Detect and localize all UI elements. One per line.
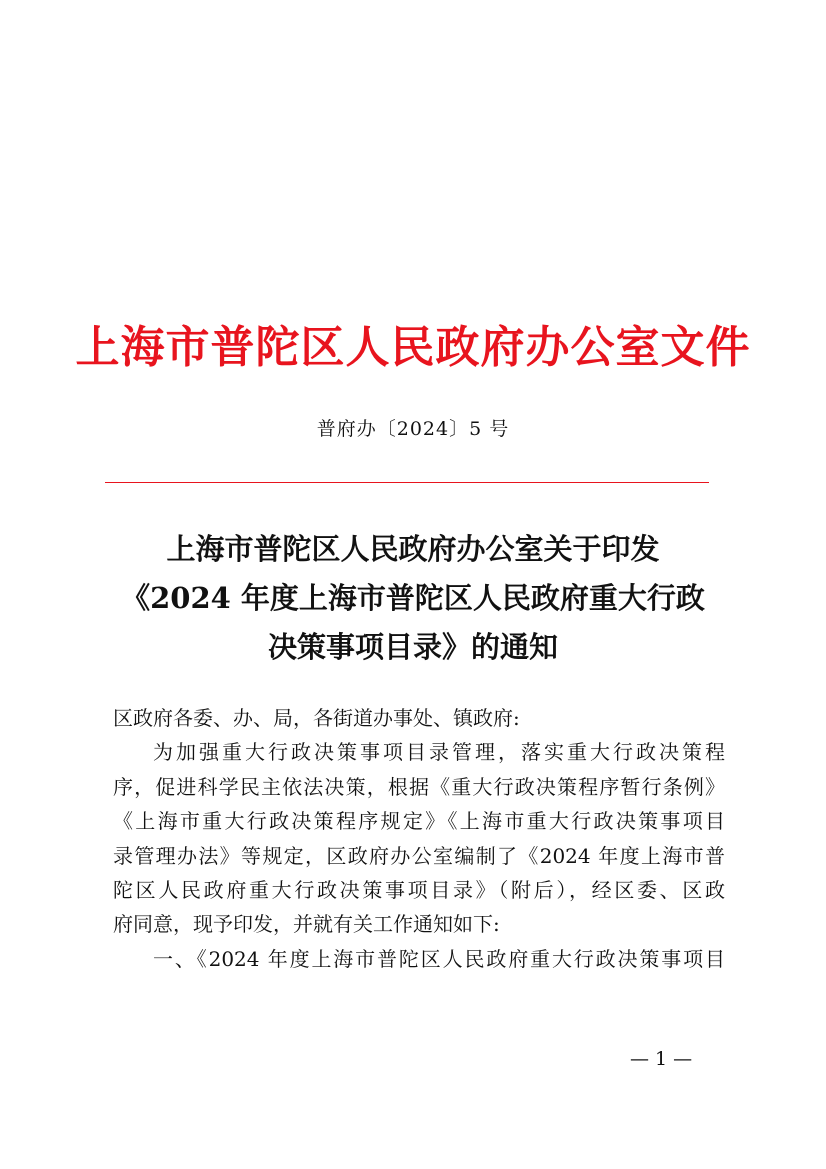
document-body [113, 701, 725, 976]
body-line: 为加强重大行政决策事项目录管理，落实重大行政决策程 [153, 740, 725, 765]
title-line: 《2024 年度上海市普陀区人民政府重大行政 [121, 581, 705, 615]
issuer-header-title: 上海市普陀区人民政府办公室文件 [75, 322, 751, 373]
salutation: 区政府各委、办、局，各街道办事处、镇政府: [113, 706, 520, 730]
body-line: 陀区人民政府重大行政决策事项目录》（附后），经区委、区政 [113, 877, 725, 902]
body-line: 序，促进科学民主依法决策，根据《重大行政决策程序暂行条例》 [113, 774, 725, 799]
title-line: 上海市普陀区人民政府办公室关于印发 [166, 532, 660, 566]
body-line: 录管理办法》等规定，区政府办公室编制了《2024 年度上海市普 [113, 843, 725, 868]
body-line: 《上海市重大行政决策程序规定》《上海市重大行政决策事项目 [113, 809, 725, 834]
title-line: 决策事项目录》的通知 [267, 630, 558, 664]
document-number: 普府办〔2024〕5 号 [316, 418, 510, 440]
document-title [60, 525, 766, 672]
body-line: 府同意，现予印发，并就有关工作通知如下: [113, 912, 500, 937]
body-line: 一、《2024 年度上海市普陀区人民政府重大行政决策事项目 [153, 946, 725, 971]
red-separator-line [105, 482, 709, 483]
page-number: — 1 — [630, 1048, 693, 1070]
